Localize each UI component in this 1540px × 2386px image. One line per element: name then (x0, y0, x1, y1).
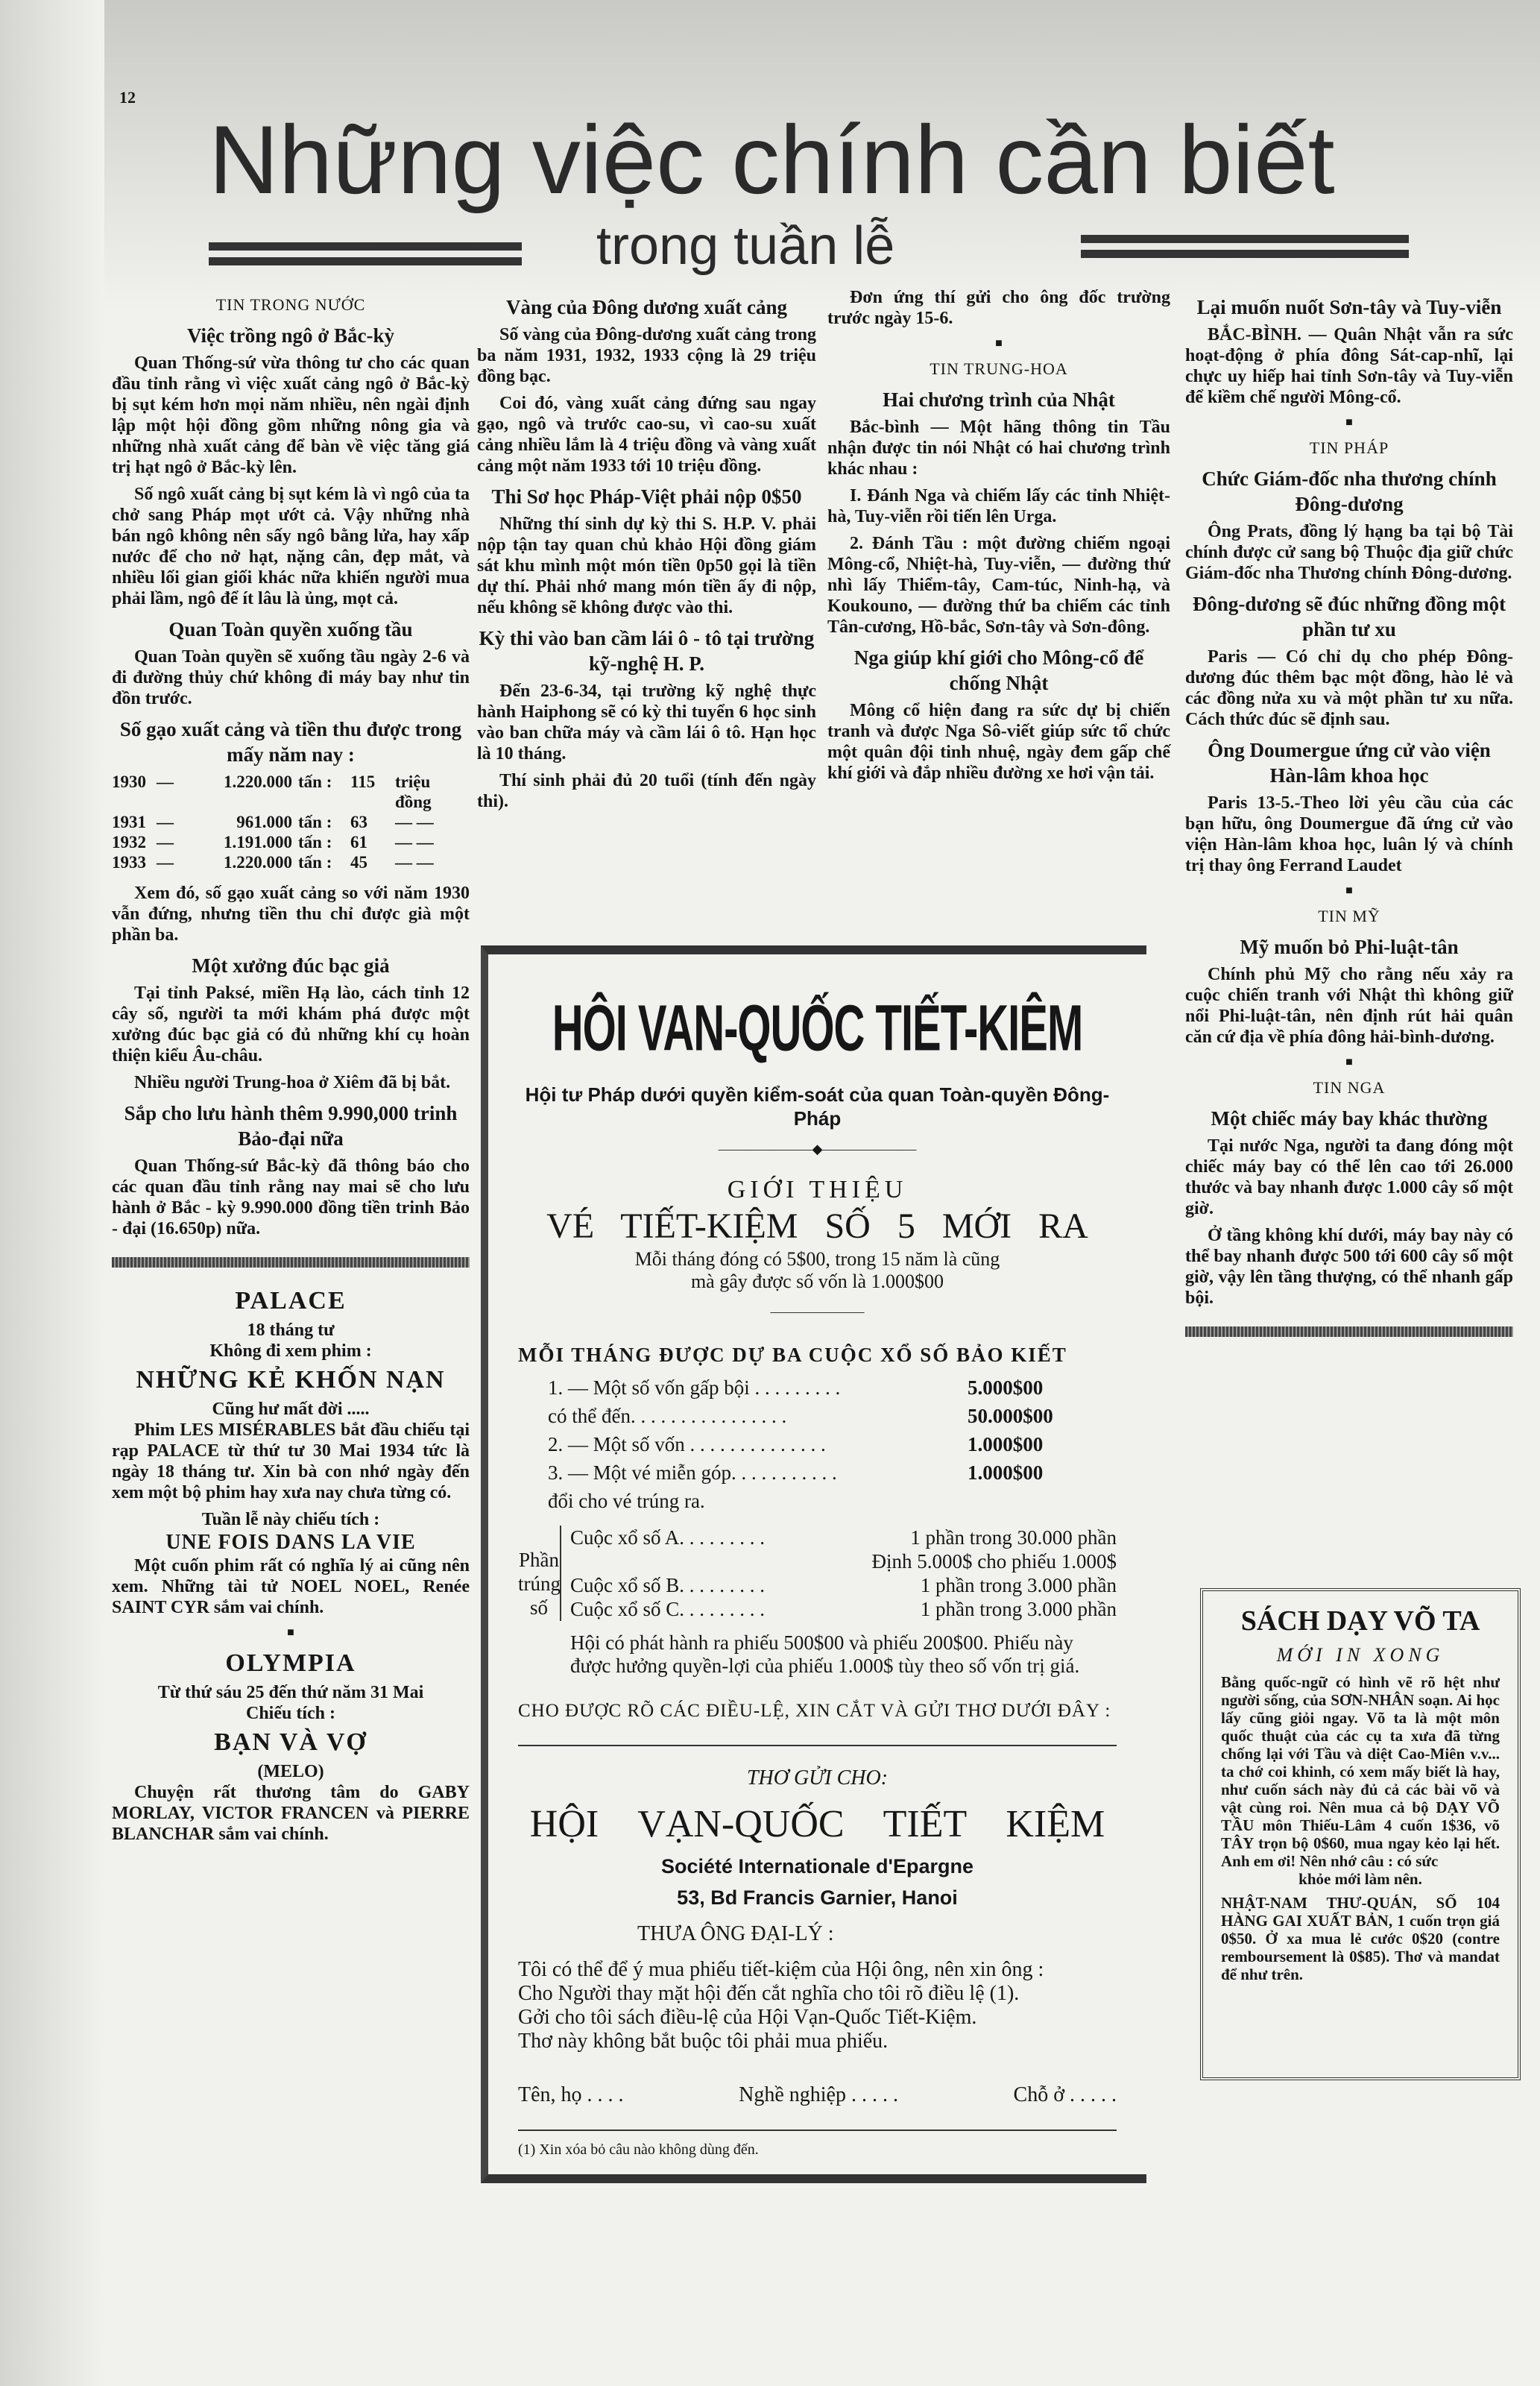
table-cell: 1.191.000 (224, 833, 292, 852)
martial-arts-book-advertisement (1200, 1588, 1521, 2080)
book-ad-title: SÁCH DẠY VÕ TA (1240, 1605, 1480, 1637)
scan-shading-left (0, 0, 104, 2386)
table-cell: 115 (350, 772, 376, 791)
article-paragraph: Đơn ứng thí gửi cho ông đốc trường trước ngày 15-6. (827, 288, 1170, 328)
prize-odds: 1 phần trong 3.000 phần (920, 1598, 1117, 1620)
table-cell: — (157, 853, 174, 872)
section-label: TIN TRONG NƯỚC (215, 295, 366, 314)
section-label: TIN TRUNG-HOA (930, 359, 1068, 378)
article-paragraph: Nhiều người Trung-hoa ở Xiêm đã bị bắt. (134, 1073, 451, 1092)
column-2 (477, 287, 816, 818)
prize-odds: Định 5.000$ cho phiếu 1.000$ (871, 1550, 1117, 1573)
draw-heading: MỖI THÁNG ĐƯỢC DỰ BA CUỘC XỔ SỐ BẢO KIẾT (518, 1344, 1067, 1366)
section-divider: ■ (995, 337, 1003, 350)
article-headline: Lại muốn nuốt Sơn-tây và Tuy-viễn (1196, 296, 1502, 318)
table-cell: 61 (350, 833, 367, 852)
draw-value: 50.000$00 (968, 1405, 1053, 1427)
draw-value: 1.000$00 (968, 1433, 1044, 1455)
book-ad-motto: khỏe mới làm nên. (1298, 1870, 1422, 1888)
draw-label: 2. — Một số vốn . . . . . . . . . . . . . . (548, 1433, 826, 1455)
form-rule (518, 2130, 1117, 2131)
article-headline: Số gạo xuất cảng và tiền thu được trong mấy năm nay : (119, 718, 462, 766)
rice-export-table (112, 772, 470, 872)
draw-value: 1.000$00 (968, 1461, 1044, 1484)
table-cell: 961.000 (236, 813, 292, 831)
prize-label: Phần trúng số (518, 1526, 561, 1621)
section-label: TIN NGA (1313, 1078, 1386, 1097)
cinema-line: 18 tháng tư (247, 1321, 335, 1340)
section-divider: ■ (287, 1626, 294, 1639)
masthead-rule-left (209, 242, 522, 268)
article-paragraph: Số ngô xuất cảng bị sụt kém là vì ngô của ta chở sang Pháp mọt ướt cả. Vậy những nhà bán ngô không nên sấy ngô bằng lửa, hay xấp nước để cho nở hạt, nặng cân, đẹp mắt, và nhiều lối gian giối khác nữa khiến người mua phải lầm, ngô để ít lâu là ủng, mọt cả. (112, 485, 470, 608)
table-cell: tấn : (298, 833, 332, 852)
reply-form (518, 2083, 1117, 2107)
cinema-line: Từ thứ sáu 25 đến thứ năm 31 Mai (157, 1683, 424, 1702)
letter-line: Cho Người thay mặt hội đến cắt nghĩa cho tôi rõ điều lệ (1). (518, 1982, 1020, 2005)
cinema-heading: NHỮNG KẺ KHỐN NẠN (136, 1366, 446, 1394)
article-headline: Mỹ muốn bỏ Phi-luật-tân (1240, 936, 1459, 958)
ad-tagline: Mỗi tháng đóng có 5$00, trong 15 năm là cũng (634, 1248, 1000, 1270)
section-label: TIN MỸ (1318, 907, 1380, 925)
draw-item (518, 1373, 1117, 1402)
article-paragraph: Quan Thống-sứ vừa thông tư cho các quan đầu tỉnh rằng vì việc xuất cảng ngô ở Bắc-kỳ bị sụt kém hơn mọi năm nhiều, nên ngài định lập một hội đồng gồm những nông gia và những nhà xuất cảng để bàn về việc tăng giá trị hạt ngô ở Bắc-kỳ lên. (112, 353, 470, 477)
prize-rows (570, 1526, 1117, 1621)
article-headline: Một chiếc máy bay khác thường (1211, 1107, 1488, 1130)
film-title: UNE FOIS DANS LA VIE (165, 1531, 416, 1554)
cinema-line: Tuần lễ này chiếu tích : (201, 1510, 380, 1529)
letter-line: Gởi cho tôi sách điều-lệ của Hội Vạn-Quốc Tiết-Kiệm. (518, 2006, 977, 2029)
article-paragraph: Paris 13-5.-Theo lời yêu cầu của các bạn hữu, ông Doumergue đã ứng cử vào viện Hàn-lâm khoa học, luân lý và chính trị thay ông Ferrand Laudet (1185, 793, 1513, 875)
letter-body (518, 1958, 1117, 2053)
org-address: 53, Bd Francis Garnier, Hanoi (677, 1886, 958, 1909)
letter-line: Thơ này không bắt buộc tôi phải mua phiếu. (518, 2030, 889, 2053)
column-4 (1185, 287, 1513, 1355)
article-paragraph: Xem đó, số gạo xuất cảng so với năm 1930 vẫn đứng, nhưng tiền thu chỉ được già một phần ba. (112, 884, 470, 945)
prize-odds: 1 phần trong 3.000 phần (920, 1574, 1117, 1596)
table-cell: — — (395, 853, 434, 872)
table-row (112, 812, 470, 832)
cinema-heading: BẠN VÀ VỢ (214, 1728, 367, 1756)
section-label: TIN PHÁP (1309, 438, 1389, 457)
ad-call-to-action: CHO ĐƯỢC RÕ CÁC ĐIỀU-LỆ, XIN CẮT VÀ GỬI THƠ DƯỚI ĐÂY : (518, 1701, 1111, 1721)
draw-label: 1. — Một số vốn gấp bội . . . . . . . . . (548, 1376, 841, 1399)
prize-row (570, 1597, 1117, 1621)
cut-line (518, 1745, 1117, 1746)
table-cell: 63 (350, 813, 367, 831)
form-field: Nghề nghiệp . . . . . (739, 2083, 898, 2106)
article-headline: Việc trồng ngô ở Bắc-kỳ (187, 324, 394, 347)
article-paragraph: Quan Toàn quyền sẽ xuống tầu ngày 2-6 và đi đường thủy chứ không đi máy bay như tin đồn trước. (112, 647, 470, 708)
prize-draw: Cuộc xổ số C. . . . . . . . . (570, 1598, 766, 1620)
prize-row (570, 1573, 1117, 1597)
article-paragraph: BẮC-BÌNH. — Quân Nhật vẫn ra sức hoạt-động ở phía đông Sát-cap-nhĩ, lại chực uy hiếp hai tỉnh Sơn-tây và Tuy-viễn để kiềm chế người Mông-cổ. (1185, 325, 1513, 407)
article-paragraph: Chuyện rất thương tâm do GABY MORLAY, VICTOR FRANCEN và PIERRE BLANCHAR sắm vai chính. (112, 1783, 470, 1844)
book-ad-body: Bằng quốc-ngữ có hình vẽ rõ hệt như người sống, của SƠN-NHÂN soạn. Ai học lấy cũng giỏi ngay. Võ ta là một môn quốc thuật của các cụ ta xưa đã từng chống lại với Tầu và diệt Cao-Miên v.v... ta chớ coi khinh, có xem mấy biết là hay, như cuốn sách này đủ cả các bài võ và vật cùng roi. Nên mua cả bộ DẠY VÕ TẦU môn Thiếu-Lâm 4 cuốn 1$36, võ TÂY trọn bộ 0$60, mua ngay kẻo lại hết. Anh em ơi! Nên nhớ câu : có sức (1221, 1673, 1500, 1870)
ad-subtitle: Hội tư Pháp dưới quyền kiểm-soát của quan Toàn-quyền Đông-Pháp (525, 1083, 1110, 1130)
table-cell: — — (395, 833, 434, 852)
article-headline: Kỳ thi vào ban cầm lái ô - tô tại trường kỹ-nghệ H. P. (479, 627, 815, 675)
cinema-line: (MELO) (257, 1762, 324, 1781)
cinema-line: Không đi xem phim : (209, 1341, 372, 1361)
article-paragraph: Paris — Có chỉ dụ cho phép Đông-dương đúc thêm bạc một đồng, hào lẻ và các đồng nửa xu và một phần tư xu nữa. Cách thức đúc sẽ định sau. (1185, 647, 1513, 729)
table-cell: 1930 (112, 772, 146, 791)
table-cell: — — (395, 813, 434, 831)
ornament-divider: ――――――― (770, 1304, 865, 1319)
table-cell: 1933 (112, 853, 146, 872)
draw-label: 3. — Một vé miễn góp. . . . . . . . . . . (548, 1461, 837, 1484)
draw-item (518, 1487, 1117, 1515)
article-paragraph: Bắc-bình — Một hãng thông tin Tầu nhận được tin nói Nhật có hai chương trình khác nhau : (827, 418, 1170, 479)
ad-headline: VÉ TIẾT-KIỆM SỐ 5 MỚI RA (546, 1206, 1088, 1246)
article-paragraph: Những thí sinh dự kỳ thi S. H.P. V. phải nộp tận tay quan chủ khảo Hội đồng giám sát khu mình một món tiền 0p50 gọi là tiền dự thí. Phải nhớ mang món tiền ấy đi nộp, nếu không sẽ không được vào thi. (477, 514, 816, 617)
cinema-line: Cũng hư mất đời ..... (212, 1400, 370, 1419)
section-divider: ■ (1345, 1056, 1353, 1068)
page-number: 12 (119, 88, 136, 107)
table-cell: tấn : (298, 853, 332, 872)
draw-value (968, 1487, 1117, 1515)
column-3 (827, 287, 1170, 790)
send-to-label: THƠ GỬI CHO: (746, 1766, 889, 1790)
column-rule (112, 1257, 470, 1268)
article-paragraph: Một cuốn phim rất có nghĩa lý ai cũng nên xem. Những tài tử NOEL NOEL, Renée SAINT CYR sắm vai chính. (112, 1556, 470, 1617)
article-headline: Hai chương trình của Nhật (883, 388, 1115, 411)
page-title: Những việc chính cần biết (209, 105, 1335, 214)
org-name-french: Société Internationale d'Epargne (660, 1855, 973, 1877)
article-headline: Sắp cho lưu hành thêm 9.990,000 trinh Bảo-đại nữa (124, 1102, 458, 1150)
article-headline: Thi Sơ học Pháp-Việt phải nộp 0$50 (491, 485, 802, 508)
draw-item (518, 1402, 1117, 1430)
ad-note: Hội có phát hành ra phiếu 500$00 và phiếu 200$00. Phiếu này được hưởng quyền-lợi của phiếu 1.000$ tùy theo số vốn trị giá. (570, 1631, 1080, 1677)
prize-row (570, 1549, 1117, 1573)
table-cell: 1.220.000 (224, 772, 292, 791)
article-headline: Quan Toàn quyền xuống tầu (168, 618, 413, 640)
section-divider: ■ (1345, 884, 1353, 897)
book-ad-publisher: NHẬT-NAM THƯ-QUÁN, SỐ 104 HÀNG GAI XUẤT BẢN, 1 cuốn trọn giá 0$50. Ở xa mua lẻ cước 0$20 (contre remboursement là 0$85). Thơ và mandat để như trên. (1221, 1894, 1500, 1983)
article-headline: Vàng của Đông dương xuất cảng (506, 296, 787, 318)
prize-table (518, 1526, 1117, 1621)
draw-label: có thể đến. . . . . . . . . . . . . . . . (548, 1405, 787, 1427)
article-headline: Đông-dương sẽ đúc những đồng một phần tư xu (1192, 593, 1506, 640)
draw-item (518, 1430, 1117, 1458)
article-paragraph: Quan Thống-sứ Bắc-kỳ đã thông báo cho các quan đầu tỉnh rằng nay mai sẽ cho lưu hành ở Bắc - kỳ 9.990.000 đồng tiền trinh Bảo - đại (16.650p) nữa. (112, 1156, 470, 1238)
cinema-heading: OLYMPIA (225, 1649, 356, 1677)
table-cell: 1932 (112, 833, 146, 852)
table-cell: tấn : (298, 813, 332, 831)
article-paragraph: Đến 23-6-34, tại trường kỹ nghệ thực hành Haiphong sẽ có kỳ thi tuyển 6 học sinh vào ban chữa máy và cầm lái ô tô. Hạn học là 10 tháng. (477, 682, 816, 764)
table-row (112, 772, 470, 812)
draw-item (518, 1458, 1117, 1487)
table-cell: tấn : (298, 772, 332, 791)
article-paragraph: Số vàng của Đông-dương xuất cảng trong ba năm 1931, 1932, 1933 cộng là 29 triệu đồng bạc. (477, 325, 816, 386)
ad-title: HÔI VAN-QUỐC TIẾT-KIÊM (552, 992, 1083, 1065)
prize-odds: 1 phần trong 30.000 phần (910, 1526, 1117, 1549)
form-field: Tên, họ . . . . (518, 2083, 624, 2106)
draw-label: đổi cho vé trúng ra. (548, 1490, 705, 1512)
column-1 (112, 287, 470, 1851)
table-cell: — (157, 833, 174, 852)
table-cell: triệu đồng (395, 772, 432, 811)
org-name: HỘI VẠN-QUỐC TIẾT KIỆM (529, 1803, 1105, 1845)
article-paragraph: Tại tỉnh Paksé, miền Hạ lào, cách tỉnh 12 cây số, người ta mới khám phá được một xưởng đúc bạc giả có đủ những khí cụ hoàn thiện kiểu Âu-châu. (112, 983, 470, 1065)
article-paragraph: I. Đánh Nga và chiếm lấy các tỉnh Nhiệt-hà, Tuy-viễn rồi tiến lên Urga. (827, 486, 1170, 526)
article-paragraph: Mông cổ hiện đang ra sức dự bị chiến tranh và được Nga Sô-viết giúp sức tổ chức một quân đội tinh nhuệ, ngày đem gấp chế khí giới và đắp nhiều đường xe hơi vận tải. (827, 701, 1170, 783)
table-cell: — (157, 772, 174, 791)
section-divider: ■ (1345, 416, 1353, 429)
article-headline: Nga giúp khí giới cho Mông-cổ để chống Nhật (853, 646, 1144, 694)
book-ad-subtitle: MỚI IN XONG (1276, 1644, 1445, 1666)
masthead-rule-right (1081, 235, 1409, 260)
draw-list (518, 1373, 1117, 1515)
article-headline: Ông Doumergue ứng cử vào viện Hàn-lâm khoa học (1208, 739, 1491, 787)
table-cell: 1.220.000 (224, 853, 292, 872)
table-row (112, 852, 470, 872)
footnote: (1) Xin xóa bỏ câu nào không dùng đến. (518, 2141, 759, 2158)
letter-line: Tôi có thể để ý mua phiếu tiết-kiệm của Hội ông, nên xin ông : (518, 1958, 1044, 1981)
draw-value: 5.000$00 (968, 1376, 1044, 1399)
article-paragraph: 2. Đánh Tầu : một đường chiếm ngoại Mông-cổ, Nhiệt-hà, Tuy-viễn, — đường thứ nhì lấy Thiểm-tây, Cam-túc, Ninh-hạ, và Koukouno, — đường thứ ba chiếm các tỉnh Tân-cương, Hồ-bắc, Sơn-tây và Sơn-đông. (827, 534, 1170, 637)
article-paragraph: Ở tầng không khí dưới, máy bay này có thể bay nhanh được 500 tới 600 cây số một giờ, vậy lên tầng thượng, có thể nhanh gấp bội. (1185, 1226, 1513, 1308)
article-paragraph: Coi đó, vàng xuất cảng đứng sau ngay gạo, ngô và trước cao-su, vì cao-su xuất cảng nhiều lắm là 4 triệu đồng và vàng xuất cảng một năm 1933 tới 10 triệu đồng. (477, 394, 816, 476)
savings-society-advertisement (481, 945, 1146, 2183)
table-cell: 45 (350, 853, 367, 872)
article-headline: Một xưởng đúc bạc giả (192, 954, 390, 977)
table-cell: — (157, 813, 174, 831)
page-subtitle: trong tuần lễ (596, 216, 895, 276)
ad-tagline: mà gây được số vốn là 1.000$00 (690, 1271, 944, 1292)
ad-intro: GIỚI THIỆU (727, 1176, 908, 1203)
prize-draw: Cuộc xổ số A. . . . . . . . . (570, 1526, 766, 1549)
form-field: Chỗ ở . . . . . (1013, 2083, 1117, 2106)
table-cell: 1931 (112, 813, 146, 831)
article-paragraph: Thí sinh phải đủ 20 tuổi (tính đến ngày thi). (477, 771, 816, 811)
article-paragraph: Chính phủ Mỹ cho rằng nếu xảy ra cuộc chiến tranh với Nhật thì không giữ nổi Phi-luật-tân, nên định rút hải quân căn cứ địa về phía đông hải-bình-dương. (1185, 965, 1513, 1047)
prize-draw: Cuộc xổ số B. . . . . . . . . (570, 1574, 766, 1596)
prize-row (570, 1526, 1117, 1549)
ornament-divider: ―――――――◆――――――― (718, 1142, 917, 1156)
article-paragraph: Phim LES MISÉRABLES bắt đầu chiếu tại rạp PALACE từ thứ tư 30 Mai 1934 tức là ngày 18 tháng tư. Xin bà con nhớ ngày đến xem một bộ phim hay xưa nay chưa từng có. (112, 1420, 470, 1502)
salutation: THƯA ÔNG ĐẠI-LÝ : (637, 1922, 834, 1945)
article-headline: Chức Giám-đốc nha thương chính Đông-dương (1202, 468, 1497, 515)
article-paragraph: Tại nước Nga, người ta đang đóng một chiếc máy bay có thể lên cao tới 26.000 thước và bay nhanh được 1.000 cây số một giờ. (1185, 1136, 1513, 1218)
cinema-line: Chiếu tích : (246, 1704, 335, 1723)
article-paragraph: Ông Prats, đồng lý hạng ba tại bộ Tài chính được cử sang bộ Thuộc địa giữ chức Giám-đốc nha Thương chính Đông-dương. (1185, 522, 1513, 583)
cinema-heading: PALACE (235, 1287, 347, 1315)
column-rule (1185, 1326, 1513, 1337)
table-row (112, 832, 470, 852)
